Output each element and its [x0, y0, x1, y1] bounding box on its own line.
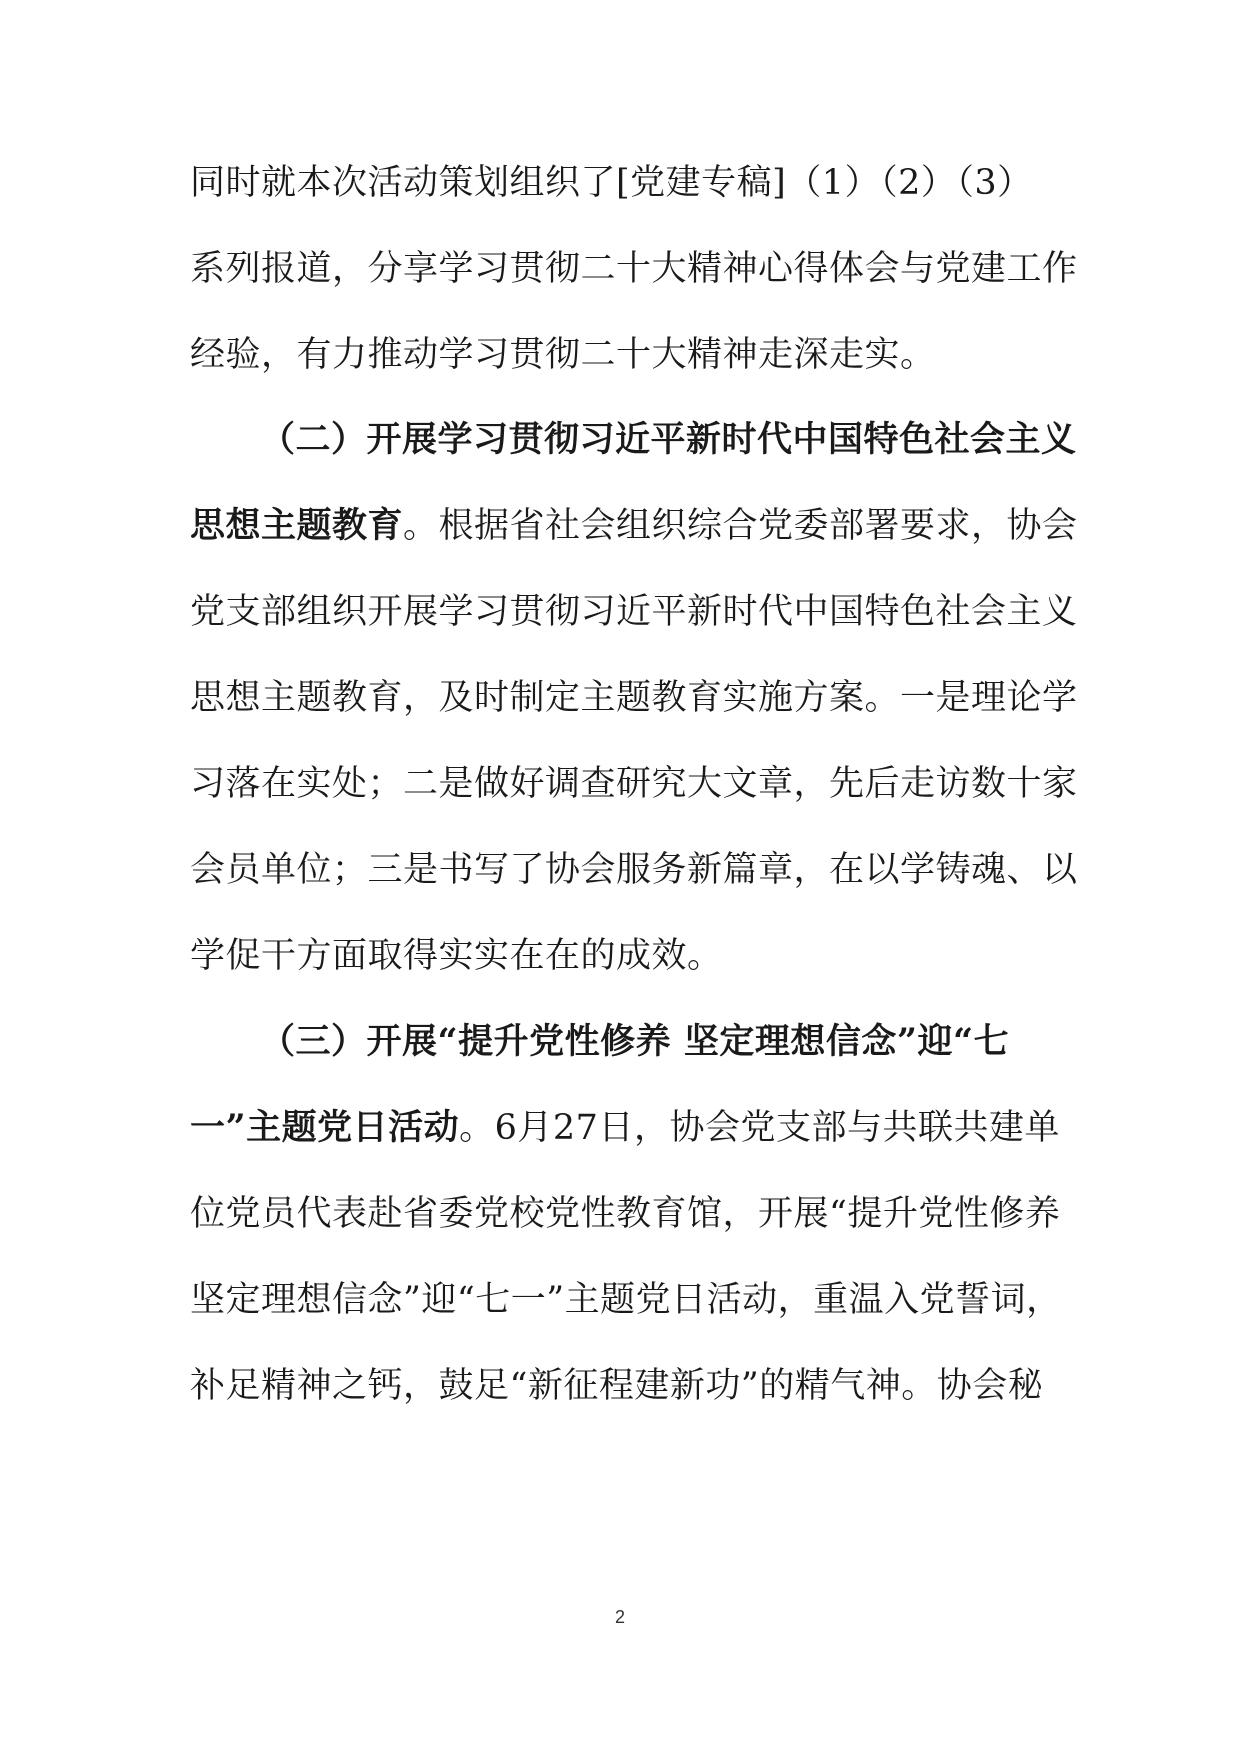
section3-line-1: 位党员代表赴省委党校党性教育馆，开展“提升党性修养	[190, 1194, 1061, 1234]
paragraph1-line-2: 系列报道，分享学习贯彻二十大精神心得体会与党建工作	[190, 249, 1078, 289]
section3-heading-bold: 一”主题党日活动	[190, 1107, 460, 1148]
paragraph1-line-3: 经验，有力推动学习贯彻二十大精神走深走实。	[190, 335, 936, 375]
page-number: 2	[614, 1607, 625, 1627]
section3-line-2: 坚定理想信念”迎“七一”主题党日活动，重温入党誓词，	[190, 1280, 1062, 1320]
paragraph1-line-1: 同时就本次活动策划组织了[党建专稿]（1）（2）（3）	[190, 163, 1033, 203]
section2-heading-rest: 。根据省社会组织综合党委部署要求，协会	[403, 506, 1078, 546]
section2-line-1: 党支部组织开展学习贯彻习近平新时代中国特色社会主义	[190, 592, 1078, 632]
section3-heading-line-2	[190, 1108, 1060, 1148]
section3-heading: （三）开展“提升党性修养 坚定理想信念”迎“七	[260, 1021, 1010, 1062]
section2-line-4: 会员单位；三是书写了协会服务新篇章，在以学铸魂、以	[190, 850, 1078, 890]
section2-line-5: 学促干方面取得实实在在的成效。	[190, 936, 723, 976]
section2-heading-line-2	[190, 505, 1078, 546]
section2-heading-bold: 思想主题教育	[190, 505, 404, 546]
section2-line-3: 习落在实处；二是做好调查研究大文章，先后走访数十家	[190, 764, 1078, 804]
section3-line-3: 补足精神之钙，鼓足“新征程建新功”的精气神。协会秘	[190, 1366, 1044, 1406]
section2-heading: （二）开展学习贯彻习近平新时代中国特色社会主义	[260, 419, 1077, 460]
section2-line-2: 思想主题教育，及时制定主题教育实施方案。一是理论学	[190, 678, 1078, 718]
section3-heading-rest: 。6月27日，协会党支部与共联共建单	[459, 1108, 1060, 1148]
